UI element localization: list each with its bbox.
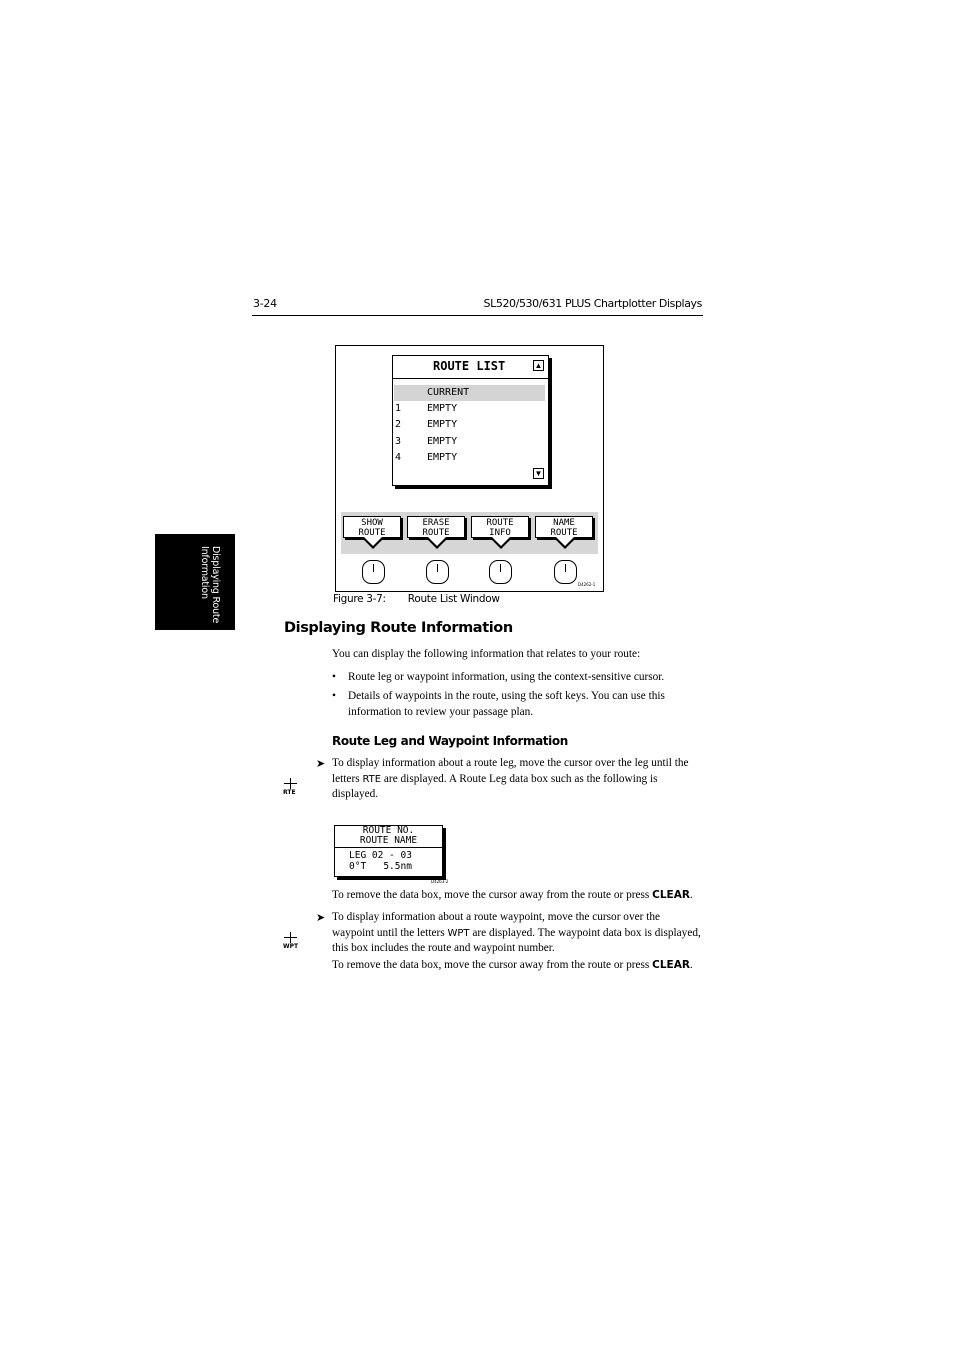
step-arrow-icon: ➤: [316, 912, 326, 924]
softkey-label-line-2: ROUTE: [550, 527, 578, 538]
remove-2-text: [332, 958, 704, 974]
softkey-strip: [341, 512, 598, 554]
data-box-leg: LEG 02 - 03: [349, 850, 412, 861]
softkey-label-line-1: NAME: [553, 518, 575, 528]
softkey-label-line-1: ERASE: [422, 518, 450, 528]
rte-cursor-icon: [283, 778, 301, 800]
route-list-row[interactable]: [394, 401, 545, 417]
softkey-label-line-2: ROUTE: [422, 527, 450, 538]
running-title: SL520/530/631 PLUS Chartplotter Displays: [483, 297, 702, 310]
step-2-keyword: WPT: [447, 927, 470, 939]
figure-code: D4262-1: [578, 582, 596, 587]
header-rule: [252, 315, 703, 316]
remove-2-post: .: [689, 959, 693, 971]
bullet-dot: •: [332, 690, 336, 702]
clear-key-label: CLEAR: [652, 959, 690, 971]
route-list-row-label: EMPTY: [427, 452, 458, 463]
bullet-text: Route leg or waypoint information, using the context-sensitive cursor.: [348, 671, 665, 683]
remove-1-text: [332, 888, 704, 904]
show-route-softkey[interactable]: [343, 516, 401, 538]
route-list-row[interactable]: [394, 417, 545, 433]
route-list-row-current[interactable]: [394, 385, 545, 401]
softkey-pointer-fill: [364, 537, 382, 546]
remove-1-pre: To remove the data box, move the cursor away from the route or press: [332, 889, 653, 901]
figure-caption: [333, 593, 500, 605]
route-list-title: ROUTE LIST: [433, 359, 506, 373]
intro-paragraph: You can display the following information that relates to your route:: [332, 648, 641, 660]
route-list-row-number: 1: [395, 403, 402, 414]
step-2-post: are displayed. The waypoint data box is displayed, this box includes the route and waypoint number.: [332, 926, 701, 954]
scroll-down-icon[interactable]: ▼: [534, 468, 543, 478]
section-heading: Displaying Route Information: [284, 620, 513, 636]
data-box-bearing-distance: 0°T 5.5nm: [349, 861, 412, 872]
step-2-pre: To display information about a route waypoint, move the cursor over the waypoint until the letters: [332, 911, 660, 939]
softkey-knob-3[interactable]: [489, 560, 512, 584]
wpt-cursor-icon: [283, 932, 301, 954]
route-list-row-number: 2: [395, 419, 402, 430]
route-list-row[interactable]: [394, 450, 545, 466]
erase-route-softkey[interactable]: [407, 516, 465, 538]
rte-cursor-label: RTE: [283, 789, 296, 796]
side-tab-line-2: Information: [199, 546, 210, 599]
step-1-pre: To display information about a route leg, move the cursor over the leg until the letters: [332, 757, 689, 785]
data-box-route-no: ROUTE NO.: [362, 825, 415, 836]
figure-caption-title: Route List Window: [407, 593, 500, 605]
step-1-text: [332, 756, 704, 803]
softkey-knob-2[interactable]: [426, 560, 449, 584]
softkey-pointer-fill: [556, 537, 574, 546]
route-list-row-label: EMPTY: [427, 403, 458, 414]
data-box-route-name: ROUTE NAME: [359, 835, 418, 846]
bullet-dot: •: [332, 671, 336, 683]
route-leg-data-box: [334, 825, 443, 877]
side-tab-text: [155, 534, 235, 630]
step-1-post: are displayed. A Route Leg data box such as the following is displayed.: [332, 772, 658, 800]
route-list-row-number: 3: [395, 436, 402, 447]
page-number: 3-24: [253, 297, 277, 310]
route-list-row[interactable]: [394, 434, 545, 450]
softkey-label-line-1: SHOW: [361, 518, 383, 528]
route-list-row-label: EMPTY: [427, 419, 458, 430]
step-2-text: [332, 910, 704, 957]
softkey-knob-1[interactable]: [362, 560, 385, 584]
wpt-cursor-label: WPT: [283, 943, 299, 950]
bullet-text: Details of waypoints in the route, using the soft keys. You can use this information to review your passage plan.: [348, 690, 665, 718]
subsection-heading: Route Leg and Waypoint Information: [332, 734, 568, 748]
route-list-row-label: CURRENT: [427, 387, 470, 398]
softkey-knob-4[interactable]: [554, 560, 577, 584]
route-leg-data-box-header: [335, 826, 442, 848]
route-info-softkey[interactable]: [471, 516, 529, 538]
side-tab-line-1: Displaying Route: [210, 546, 221, 624]
route-list-row-number: 4: [395, 452, 402, 463]
side-tab: [155, 534, 235, 630]
route-list-row-label: EMPTY: [427, 436, 458, 447]
route-list-window: [392, 355, 549, 486]
route-list-title-bar: [393, 356, 548, 379]
softkey-label-line-2: ROUTE: [358, 527, 386, 538]
figure-caption-label: Figure 3-7:: [333, 593, 386, 605]
softkey-label-line-1: ROUTE: [486, 518, 514, 528]
softkey-pointer-fill: [428, 537, 446, 546]
name-route-softkey[interactable]: [535, 516, 593, 538]
cursor-cross-horizontal: [284, 937, 297, 938]
softkey-label-line-2: INFO: [489, 527, 511, 538]
data-box-code: D4263-2: [431, 879, 449, 884]
clear-key-label: CLEAR: [652, 889, 690, 901]
step-1-keyword: RTE: [362, 773, 382, 785]
route-leg-data-box-body: [349, 851, 412, 873]
scroll-up-icon[interactable]: ▲: [534, 360, 543, 370]
softkey-pointer-fill: [492, 537, 510, 546]
remove-1-post: .: [689, 889, 693, 901]
remove-2-pre: To remove the data box, move the cursor away from the route or press: [332, 959, 653, 971]
cursor-cross-horizontal: [284, 783, 297, 784]
step-arrow-icon: ➤: [316, 758, 326, 770]
figure-frame: [335, 345, 604, 592]
